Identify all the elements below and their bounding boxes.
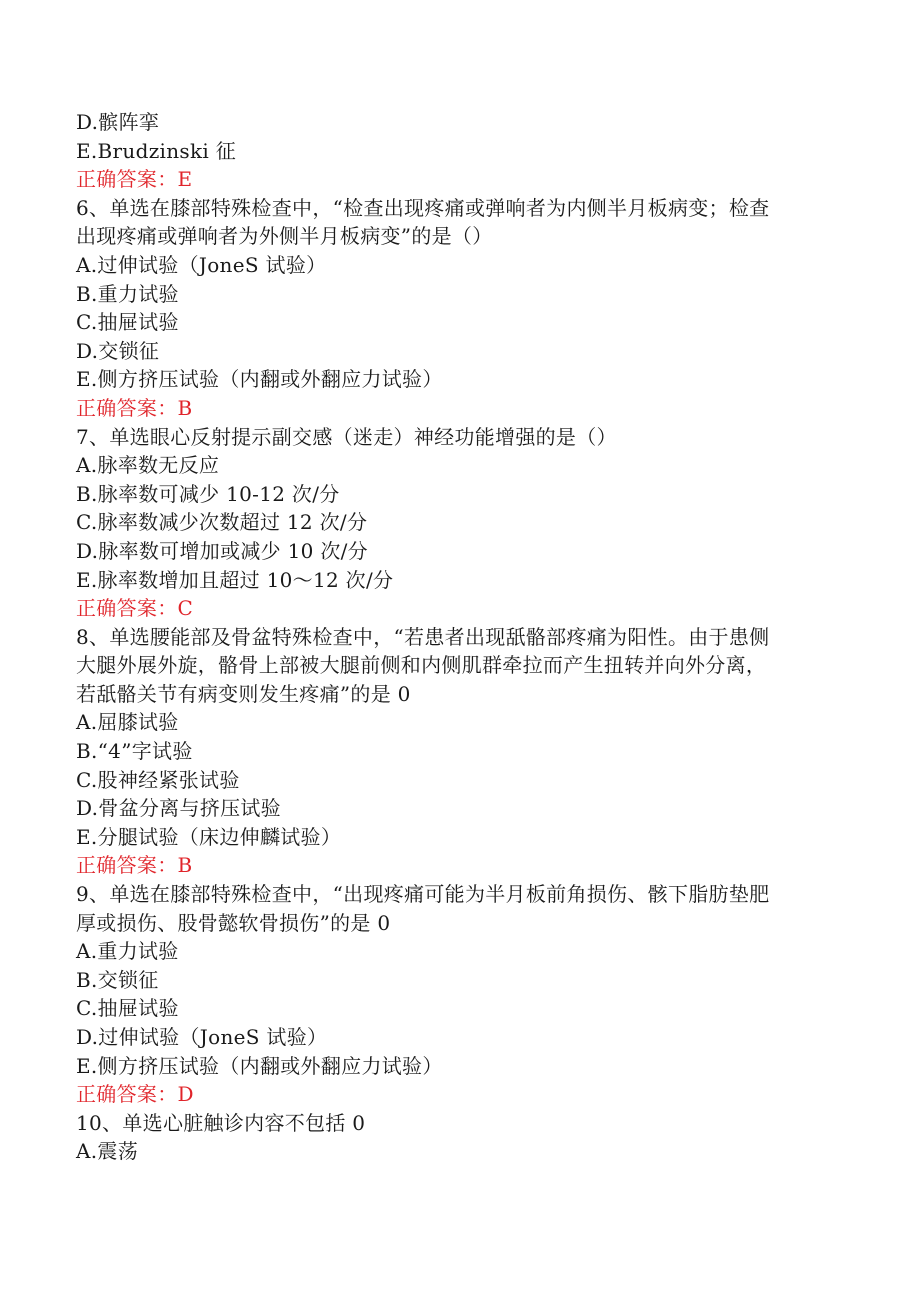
answer-line: 正确答案：B bbox=[76, 853, 193, 878]
answer-line: 正确答案：E bbox=[76, 167, 193, 192]
question-line: 10、单选心脏触诊内容不包括 0 bbox=[76, 1110, 366, 1135]
option-line: E.脉率数增加且超过 10～12 次/分 bbox=[76, 567, 394, 592]
option-line: C.抽屉试验 bbox=[76, 310, 179, 335]
option-line: B.“4”字试验 bbox=[76, 739, 193, 764]
question-line: 大腿外展外旋，骼骨上部被大腿前侧和内侧肌群牵拉而产生扭转并向外分离， bbox=[76, 653, 767, 678]
document-page bbox=[76, 108, 836, 1166]
option-line: B.交锁征 bbox=[76, 967, 159, 992]
answer-line: 正确答案：D bbox=[76, 1082, 194, 1107]
option-line: C.股神经紧张试验 bbox=[76, 767, 240, 792]
option-line: D.脉率数可增加或减少 10 次/分 bbox=[76, 538, 368, 563]
option-line: B.脉率数可减少 10-12 次/分 bbox=[76, 481, 340, 506]
option-line: D.髌阵挛 bbox=[76, 110, 160, 134]
question-line: 若舐骼关节有病变则发生疼痛”的是 0 bbox=[76, 681, 411, 706]
question-line: 6、单选在膝部特殊检查中，“检查出现疼痛或弹响者为内侧半月板病变；检查 bbox=[76, 195, 770, 220]
option-line: C.脉率数减少次数超过 12 次/分 bbox=[76, 510, 368, 535]
answer-line: 正确答案：B bbox=[76, 395, 193, 420]
option-line: D.交锁征 bbox=[76, 338, 160, 363]
question-line: 出现疼痛或弹响者为外侧半月板病变”的是（） bbox=[76, 224, 493, 249]
option-line: D.过伸试验（JoneS 试验） bbox=[76, 1025, 328, 1049]
option-line: C.抽屉试验 bbox=[76, 996, 179, 1021]
option-line: E.Brudzinski 征 bbox=[76, 138, 237, 163]
question-line: 9、单选在膝部特殊检查中，“出现疼痛可能为半月板前角损伤、骸下脂肪垫肥 bbox=[76, 882, 770, 907]
option-line: A.重力试验 bbox=[76, 939, 179, 964]
option-line: D.骨盆分离与挤压试验 bbox=[76, 796, 281, 821]
option-line: B.重力试验 bbox=[76, 281, 179, 306]
option-line: A.过伸试验（JoneS 试验） bbox=[76, 252, 327, 277]
option-line: E.侧方挤压试验（内翻或外翻应力试验） bbox=[76, 367, 443, 392]
question-line: 8、单选腰能部及骨盆特殊检查中，“若患者出现舐骼部疼痛为阳性。由于患侧 bbox=[76, 624, 770, 649]
question-line: 7、单选眼心反射提示副交感（迷走）神经功能增强的是（） bbox=[76, 424, 617, 449]
option-line: E.分腿试验（床边伸麟试验） bbox=[76, 824, 342, 849]
question-line: 厚或损伤、股骨懿软骨损伤”的是 0 bbox=[76, 910, 391, 935]
answer-line: 正确答案：C bbox=[76, 596, 194, 621]
option-line: A.脉率数无反应 bbox=[76, 453, 220, 478]
option-line: E.侧方挤压试验（内翻或外翻应力试验） bbox=[76, 1053, 443, 1078]
option-line: A.震荡 bbox=[76, 1139, 139, 1164]
option-line: A.屈膝试验 bbox=[76, 710, 179, 735]
